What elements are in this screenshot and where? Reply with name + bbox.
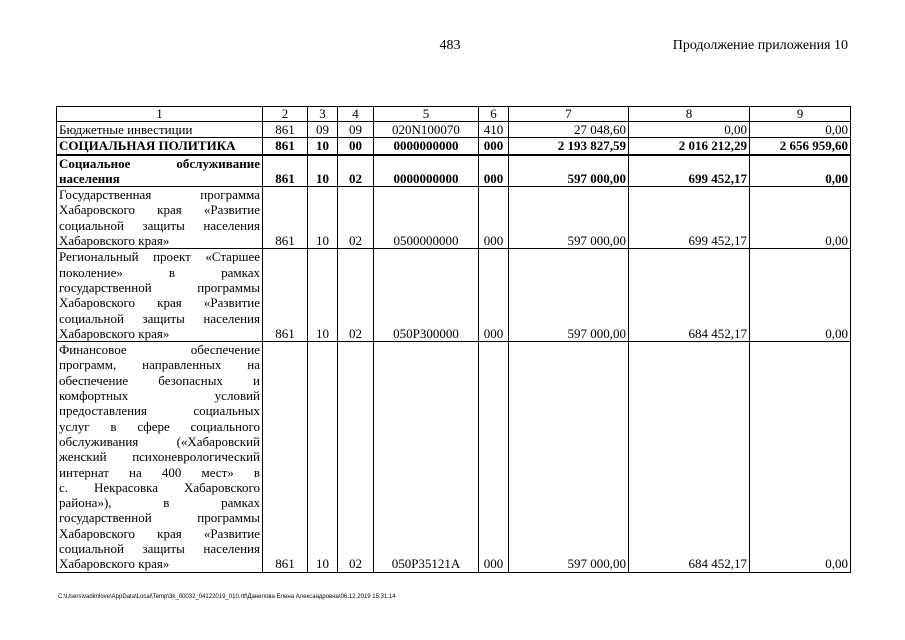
table-row — [57, 155, 851, 187]
row-name-line: Социальное обслуживание — [59, 155, 260, 171]
subsection-code-cell: 00 — [338, 138, 374, 155]
row-name-line: социальной защиты населения — [59, 541, 260, 557]
amount-year2-cell: 0,00 — [629, 122, 750, 138]
amount-year3-cell: 0,00 — [750, 155, 851, 187]
subsection-code-cell: 09 — [338, 122, 374, 138]
subsection-code-cell: 02 — [338, 187, 374, 249]
row-name-line: СОЦИАЛЬНАЯ ПОЛИТИКА — [59, 138, 236, 154]
amount-year1-cell: 597 000,00 — [509, 249, 629, 342]
amount-year3-cell: 2 656 959,60 — [750, 138, 851, 155]
amount-year3-cell: 0,00 — [750, 342, 851, 572]
file-path-footer: C:\Users\vadimlove\AppData\Local\Temp\3k_00032_04122019_010.rtf\Данилова Елена Александровна\06.12.2019 15:31:14 — [58, 594, 396, 600]
row-name-line: района»), в рамках — [59, 495, 260, 511]
continuation-label: Продолжение приложения 10 — [672, 38, 848, 53]
row-name-line: женский психоневрологический — [59, 449, 260, 465]
amount-year2-cell: 2 016 212,29 — [629, 138, 750, 155]
column-header: 8 — [629, 107, 750, 122]
expense-type-cell: 000 — [479, 155, 509, 187]
row-name-line: Бюджетные инвестиции — [59, 122, 193, 137]
amount-year2-cell: 699 452,17 — [629, 155, 750, 187]
expense-type-cell: 410 — [479, 122, 509, 138]
row-name-cell — [57, 187, 263, 249]
amount-year3-cell: 0,00 — [750, 187, 851, 249]
amount-year2-cell: 684 452,17 — [629, 249, 750, 342]
row-name-line: Финансовое обеспечение — [59, 342, 260, 358]
subsection-code-cell: 02 — [338, 249, 374, 342]
table-row — [57, 138, 851, 155]
row-name-cell — [57, 342, 263, 572]
row-name-line: обслуживания («Хабаровский — [59, 433, 260, 449]
department-code-cell: 861 — [263, 122, 308, 138]
amount-year1-cell: 597 000,00 — [509, 187, 629, 249]
row-name-line: с. Некрасовка Хабаровского — [59, 479, 260, 495]
row-name-line: Хабаровского края» — [59, 556, 170, 572]
column-header: 1 — [57, 107, 263, 122]
row-name-line: государственной программы — [59, 279, 260, 295]
amount-year3-cell: 0,00 — [750, 249, 851, 342]
column-header: 2 — [263, 107, 308, 122]
amount-year2-cell: 684 452,17 — [629, 342, 750, 572]
target-article-cell: 050P35121A — [374, 342, 479, 572]
column-header: 9 — [750, 107, 851, 122]
amount-year2-cell: 699 452,17 — [629, 187, 750, 249]
column-header: 5 — [374, 107, 479, 122]
row-name-line: населения — [59, 170, 120, 186]
target-article-cell: 020N100070 — [374, 122, 479, 138]
row-name-line: Хабаровского края» — [59, 325, 170, 341]
section-code-cell: 10 — [308, 249, 338, 342]
target-article-cell: 050P300000 — [374, 249, 479, 342]
department-code-cell: 861 — [263, 155, 308, 187]
column-header: 6 — [479, 107, 509, 122]
expense-type-cell: 000 — [479, 187, 509, 249]
expense-type-cell: 000 — [479, 249, 509, 342]
expense-type-cell: 000 — [479, 342, 509, 572]
row-name-line: социальной защиты населения — [59, 217, 260, 233]
row-name-line: поколение» в рамках — [59, 264, 260, 280]
amount-year1-cell: 597 000,00 — [509, 342, 629, 572]
row-name-line: Государственная программа — [59, 187, 260, 203]
row-name-cell — [57, 122, 263, 138]
department-code-cell: 861 — [263, 138, 308, 155]
row-name-line: комфортных условий — [59, 388, 260, 404]
row-name-line: Хабаровского края «Развитие — [59, 525, 260, 541]
row-name-cell — [57, 155, 263, 187]
target-article-cell: 0000000000 — [374, 138, 479, 155]
row-name-cell — [57, 138, 263, 155]
row-name-line: обеспечение безопасных и — [59, 372, 260, 388]
table-row — [57, 187, 851, 249]
department-code-cell: 861 — [263, 249, 308, 342]
row-name-line: предоставления социальных — [59, 403, 260, 419]
row-name-line: услуг в сфере социального — [59, 418, 260, 434]
column-header: 3 — [308, 107, 338, 122]
section-code-cell: 10 — [308, 187, 338, 249]
row-name-cell — [57, 249, 263, 342]
row-name-line: интернат на 400 мест» в — [59, 464, 260, 480]
table-row — [57, 342, 851, 572]
table-row — [57, 249, 851, 342]
expense-type-cell: 000 — [479, 138, 509, 155]
amount-year1-cell: 597 000,00 — [509, 155, 629, 187]
table-row — [57, 122, 851, 138]
table-body — [57, 107, 851, 573]
section-code-cell: 10 — [308, 155, 338, 187]
row-name-line: социальной защиты населения — [59, 310, 260, 326]
subsection-code-cell: 02 — [338, 155, 374, 187]
target-article-cell: 0500000000 — [374, 187, 479, 249]
column-header: 4 — [338, 107, 374, 122]
row-name-line: Хабаровского края» — [59, 233, 170, 249]
section-code-cell: 10 — [308, 342, 338, 572]
page-number: 483 — [439, 38, 461, 53]
department-code-cell: 861 — [263, 342, 308, 572]
amount-year1-cell: 27 048,60 — [509, 122, 629, 138]
section-code-cell: 10 — [308, 138, 338, 155]
target-article-cell: 0000000000 — [374, 155, 479, 187]
table-header-row — [57, 107, 851, 122]
column-header: 7 — [509, 107, 629, 122]
row-name-line: Хабаровского края «Развитие — [59, 295, 260, 311]
department-code-cell: 861 — [263, 187, 308, 249]
row-name-line: государственной программы — [59, 510, 260, 526]
section-code-cell: 09 — [308, 122, 338, 138]
row-name-line: Региональный проект «Старшее — [59, 249, 260, 265]
amount-year1-cell: 2 193 827,59 — [509, 138, 629, 155]
row-name-line: программ, направленных на — [59, 357, 260, 373]
budget-table — [56, 106, 851, 573]
subsection-code-cell: 02 — [338, 342, 374, 572]
amount-year3-cell: 0,00 — [750, 122, 851, 138]
row-name-line: Хабаровского края «Развитие — [59, 202, 260, 218]
